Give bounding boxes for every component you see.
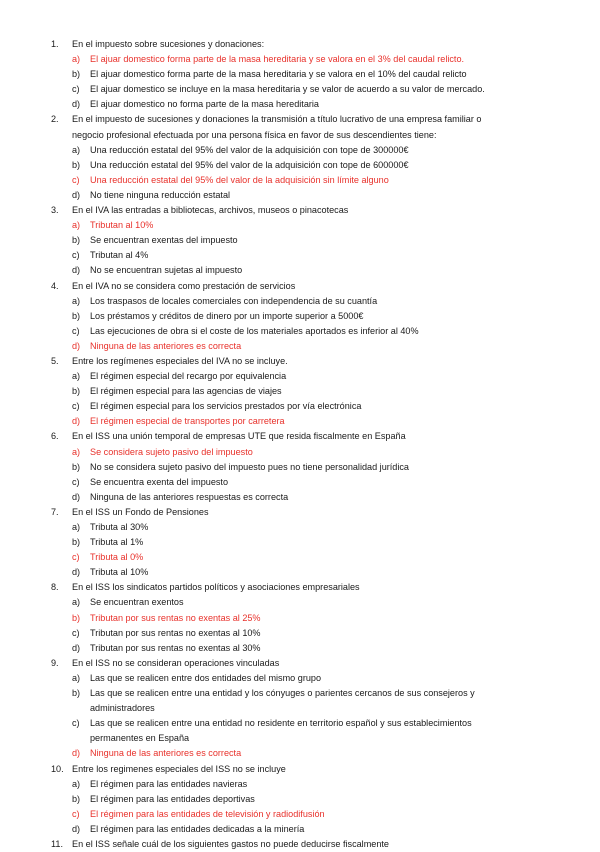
question-text: En el ISS los sindicatos partidos políticos y asociaciones empresariales — [72, 582, 360, 593]
answer-option-c — [0, 626, 600, 641]
answer-letter: b) — [72, 612, 81, 623]
answer-letter: d) — [72, 99, 81, 110]
answer-text: Las ejecuciones de obra si el coste de los materiales aportados es inferior al 40% — [90, 325, 419, 336]
answer-option-d-correct — [0, 746, 600, 761]
question-number: 1. — [51, 39, 59, 49]
answer-line — [0, 414, 600, 429]
answer-letter: b) — [72, 310, 81, 321]
answer-text: Se encuentran exentos — [90, 597, 184, 608]
answer-letter: c) — [72, 250, 80, 261]
question-text: negocio profesional efectuada por una persona física en favor de sus descendientes tiene: — [72, 129, 437, 140]
answer-letter: b) — [72, 69, 81, 80]
question-number: 9. — [51, 657, 59, 668]
answer-line — [0, 67, 600, 82]
answer-line — [0, 626, 600, 641]
answer-letter: c) — [72, 174, 80, 185]
answer-letter: a) — [72, 597, 81, 608]
answer-letter: b) — [72, 159, 81, 170]
answer-text: Se encuentran exentas del impuesto — [90, 235, 238, 246]
question-text: En el ISS una unión temporal de empresas UTE que resida fiscalmente en España — [72, 431, 406, 442]
answer-letter: c) — [72, 627, 80, 638]
question-number: 7. — [51, 506, 59, 517]
question-number: 10. — [51, 763, 64, 774]
answer-letter: d) — [72, 189, 81, 200]
answer-text: No se considera sujeto pasivo del impuesto pues no tiene personalidad jurídica — [90, 461, 409, 472]
answer-text: Ninguna de las anteriores es correcta — [90, 340, 242, 351]
answer-option-d — [0, 97, 600, 112]
answer-line — [0, 339, 600, 354]
answer-text: Las que se realicen entre dos entidades del mismo grupo — [90, 672, 322, 683]
answer-letter: c) — [72, 325, 80, 336]
answer-option-a — [0, 294, 600, 309]
question-line — [0, 354, 600, 369]
question-5 — [0, 354, 600, 429]
answer-letter: d) — [72, 823, 81, 834]
answer-line — [0, 97, 600, 112]
answer-option-a — [0, 777, 600, 792]
question-line — [0, 762, 600, 777]
answer-text: El régimen para las entidades dedicadas a la minería — [90, 823, 305, 834]
answer-option-a-correct — [0, 445, 600, 460]
answer-option-a — [0, 143, 600, 158]
answer-text: Una reducción estatal del 95% del valor de la adquisición con tope de 300000€ — [90, 144, 409, 155]
answer-option-c-correct — [0, 173, 600, 188]
answer-line-continued — [0, 731, 600, 746]
question-line — [0, 279, 600, 294]
answer-option-a-correct — [0, 218, 600, 233]
answer-line — [0, 535, 600, 550]
answer-option-b — [0, 158, 600, 173]
question-text: En el IVA no se considera como prestación de servicios — [72, 280, 296, 291]
answer-line — [0, 686, 600, 701]
answer-letter: d) — [72, 416, 81, 427]
answer-letter: b) — [72, 235, 81, 246]
answer-letter: c) — [72, 401, 80, 412]
question-10 — [0, 762, 600, 837]
question-text: En el ISS no se consideran operaciones vinculadas — [72, 657, 280, 668]
question-1 — [0, 37, 600, 112]
answer-line — [0, 233, 600, 248]
question-2 — [0, 112, 600, 203]
answer-text: El régimen para las entidades deportivas — [90, 793, 255, 804]
answer-letter: a) — [72, 446, 81, 457]
answer-letter: b) — [72, 793, 81, 804]
question-line — [0, 505, 600, 520]
answer-text: administradores — [90, 703, 155, 714]
answer-option-a — [0, 520, 600, 535]
question-text: En el ISS señale cuál de los siguientes gastos no puede deducirse fiscalmente — [72, 838, 389, 849]
answer-line — [0, 248, 600, 263]
answer-letter: d) — [72, 491, 81, 502]
answer-line — [0, 52, 600, 67]
answer-line — [0, 445, 600, 460]
answer-line — [0, 520, 600, 535]
answer-text: Se considera sujeto pasivo del impuesto — [90, 446, 253, 457]
answer-line — [0, 565, 600, 580]
answer-option-c — [0, 248, 600, 263]
answer-letter: a) — [72, 220, 81, 231]
answer-option-a — [0, 671, 600, 686]
answer-letter: d) — [72, 567, 81, 578]
question-text: En el impuesto de sucesiones y donaciones la transmisión a título lucrativo de una empresa familiar o — [72, 114, 482, 125]
answer-option-d — [0, 188, 600, 203]
answer-letter: a) — [72, 778, 81, 789]
answer-text: Tributa al 30% — [90, 522, 149, 532]
answer-line — [0, 746, 600, 761]
answer-letter: b) — [72, 537, 81, 548]
answer-option-d — [0, 263, 600, 278]
answer-option-a — [0, 595, 600, 610]
answer-letter: a) — [72, 522, 81, 532]
answer-text: Se encuentra exenta del impuesto — [90, 476, 229, 487]
answer-line — [0, 807, 600, 822]
answer-text: Tributan por sus rentas no exentas al 25% — [90, 612, 261, 623]
answer-letter: a) — [72, 295, 81, 306]
answer-line — [0, 188, 600, 203]
answer-text: Los préstamos y créditos de dinero por un importe superior a 5000€ — [90, 310, 364, 321]
answer-text: Tributan al 4% — [90, 250, 149, 261]
answer-text: Tributan por sus rentas no exentas al 10% — [90, 627, 261, 638]
answer-option-c — [0, 716, 600, 746]
answer-line — [0, 369, 600, 384]
answer-line — [0, 671, 600, 686]
answer-text: Una reducción estatal del 95% del valor de la adquisición con tope de 600000€ — [90, 159, 409, 170]
question-11 — [0, 837, 600, 852]
answer-letter: c) — [72, 84, 80, 95]
answer-text: El ajuar domestico se incluye en la masa hereditaria y se valor de acuerdo a su valor de mercado. — [90, 84, 485, 95]
answer-line — [0, 460, 600, 475]
answer-letter: b) — [72, 386, 81, 397]
answer-text: No tiene ninguna reducción estatal — [90, 189, 231, 200]
answer-text: El ajuar domestico forma parte de la masa hereditaria y se valora en el 3% del caudal relicto. — [90, 54, 465, 65]
question-line — [0, 837, 600, 852]
answer-text: El régimen especial para los servicios prestados por vía electrónica — [90, 401, 362, 412]
question-text: Entre los regímenes especiales del IVA no se incluye. — [72, 355, 288, 366]
answer-option-b-correct — [0, 611, 600, 626]
answer-letter: d) — [72, 642, 81, 653]
question-line — [0, 37, 600, 52]
question-4 — [0, 279, 600, 354]
question-line — [0, 429, 600, 444]
answer-option-d-correct — [0, 414, 600, 429]
answer-line — [0, 158, 600, 173]
answer-text: El ajuar domestico no forma parte de la masa hereditaria — [90, 99, 319, 110]
answer-line — [0, 822, 600, 837]
answer-line — [0, 384, 600, 399]
question-text: En el impuesto sobre sucesiones y donaciones: — [72, 39, 265, 49]
question-6 — [0, 429, 600, 504]
exam-document — [0, 37, 600, 852]
answer-letter: b) — [72, 461, 81, 472]
question-line — [0, 112, 600, 127]
question-number: 11. — [51, 838, 63, 849]
answer-text: El ajuar domestico forma parte de la masa hereditaria y se valora en el 10% del caudal relicto — [90, 69, 467, 80]
question-line-continued — [0, 128, 600, 143]
answer-line — [0, 792, 600, 807]
answer-letter: a) — [72, 144, 81, 155]
answer-text: Las que se realicen entre una entidad no residente en territorio español y sus establecimientos — [90, 718, 472, 729]
answer-text: Tributa al 1% — [90, 537, 144, 548]
answer-text: Tributa al 0% — [90, 552, 144, 563]
question-number: 3. — [51, 205, 59, 216]
question-9 — [0, 656, 600, 762]
question-number: 5. — [51, 355, 59, 366]
answer-text: Tributan al 10% — [90, 220, 154, 231]
answer-letter: a) — [72, 54, 81, 65]
question-text: En el IVA las entradas a bibliotecas, archivos, museos o pinacotecas — [72, 205, 349, 216]
answer-option-b — [0, 686, 600, 716]
answer-line — [0, 777, 600, 792]
answer-line — [0, 324, 600, 339]
answer-line-continued — [0, 701, 600, 716]
answer-option-c — [0, 399, 600, 414]
answer-text: El régimen para las entidades navieras — [90, 778, 248, 789]
answer-letter: a) — [72, 672, 81, 683]
answer-line — [0, 173, 600, 188]
answer-option-b — [0, 309, 600, 324]
answer-option-d — [0, 822, 600, 837]
answer-text: Una reducción estatal del 95% del valor de la adquisición sin límite alguno — [90, 174, 389, 185]
answer-option-a — [0, 369, 600, 384]
question-7 — [0, 505, 600, 580]
answer-text: Los traspasos de locales comerciales con independencia de su cuantía — [90, 295, 378, 306]
answer-text: Ninguna de las anteriores es correcta — [90, 748, 242, 759]
answer-text: El régimen especial para las agencias de viajes — [90, 386, 282, 397]
answer-option-d-correct — [0, 339, 600, 354]
answer-letter: c) — [72, 808, 80, 819]
answer-option-c-correct — [0, 550, 600, 565]
question-number: 2. — [51, 114, 59, 125]
question-number: 6. — [51, 431, 59, 442]
answer-text: El régimen para las entidades de televisión y radiodifusión — [90, 808, 325, 819]
question-text: En el ISS un Fondo de Pensiones — [72, 506, 209, 517]
answer-text: Tributa al 10% — [90, 567, 149, 578]
answer-option-d — [0, 490, 600, 505]
answer-line — [0, 641, 600, 656]
answer-line — [0, 475, 600, 490]
answer-text: Tributan por sus rentas no exentas al 30% — [90, 642, 261, 653]
answer-line — [0, 490, 600, 505]
question-3 — [0, 203, 600, 278]
answer-line — [0, 218, 600, 233]
answer-option-b — [0, 792, 600, 807]
question-line — [0, 580, 600, 595]
answer-line — [0, 550, 600, 565]
answer-letter: c) — [72, 476, 80, 487]
answer-option-b — [0, 233, 600, 248]
answer-line — [0, 595, 600, 610]
answer-line — [0, 263, 600, 278]
question-number: 4. — [51, 280, 59, 291]
answer-option-d — [0, 565, 600, 580]
answer-line — [0, 309, 600, 324]
question-text: Entre los regimenes especiales del ISS no se incluye — [72, 763, 286, 774]
answer-text: Ninguna de las anteriores respuestas es correcta — [90, 491, 289, 502]
answer-letter: c) — [72, 552, 80, 563]
answer-letter: a) — [72, 371, 81, 382]
answer-option-b — [0, 384, 600, 399]
answer-option-a-correct — [0, 52, 600, 67]
answer-text: Las que se realicen entre una entidad y los cónyuges o parientes cercanos de sus consejeros y — [90, 688, 475, 699]
answer-option-b — [0, 460, 600, 475]
answer-line — [0, 716, 600, 731]
answer-text: permanentes en España — [90, 733, 190, 744]
answer-letter: d) — [72, 748, 81, 759]
answer-option-d — [0, 641, 600, 656]
question-number: 8. — [51, 582, 59, 593]
answer-letter: c) — [72, 718, 80, 729]
answer-text: El régimen especial del recargo por equivalencia — [90, 371, 287, 382]
answer-letter: b) — [72, 688, 81, 699]
answer-line — [0, 399, 600, 414]
answer-letter: d) — [72, 340, 81, 351]
answer-option-c — [0, 475, 600, 490]
answer-option-c — [0, 82, 600, 97]
answer-text: No se encuentran sujetas al impuesto — [90, 265, 243, 276]
answer-option-b — [0, 535, 600, 550]
question-line — [0, 656, 600, 671]
answer-letter: d) — [72, 265, 81, 276]
answer-line — [0, 611, 600, 626]
answer-line — [0, 143, 600, 158]
answer-option-c-correct — [0, 807, 600, 822]
question-8 — [0, 580, 600, 655]
question-line — [0, 203, 600, 218]
answer-option-c — [0, 324, 600, 339]
answer-line — [0, 82, 600, 97]
answer-text: El régimen especial de transportes por carretera — [90, 416, 285, 427]
answer-option-b — [0, 67, 600, 82]
answer-line — [0, 294, 600, 309]
